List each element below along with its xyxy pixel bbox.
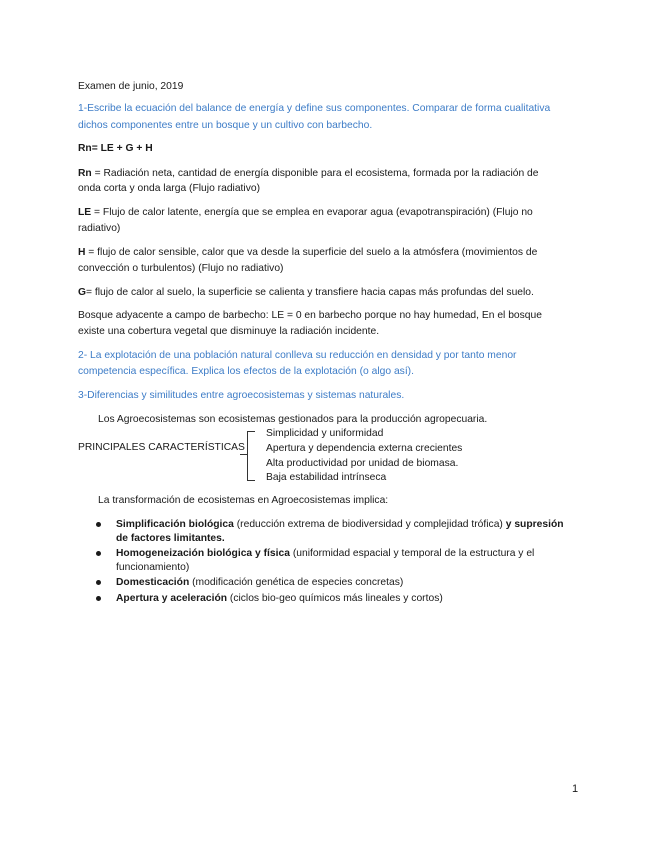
characteristic-item: Simplicidad y uniformidad (266, 428, 384, 439)
rn-definition-line-2: onda corta y onda larga (Flujo radiativo) (78, 183, 261, 194)
bullet-item-4: Apertura y aceleración (ciclos bio-geo químicos más lineales y cortos) (116, 593, 443, 604)
question-2-line-1: 2- La explotación de una población natural conlleva su reducción en densidad y por tanto menor (78, 350, 517, 361)
page-number: 1 (572, 783, 579, 795)
energy-equation: Rn= LE + G + H (78, 143, 153, 154)
question-2-line-2: competencia específica. Explica los efectos de la explotación (o algo así). (78, 366, 414, 377)
question-1-line-1: 1-Escribe la ecuación del balance de energía y define sus componentes. Comparar de forma cualitativa (78, 103, 551, 114)
bosque-comparison-line-1: Bosque adyacente a campo de barbecho: LE = 0 en barbecho porque no hay humedad, En el bosque (78, 310, 542, 321)
bullet-item-2-line-2: funcionamiento) (116, 562, 190, 573)
bullet-icon (96, 522, 101, 527)
bullet-icon (96, 580, 101, 585)
g-definition: G= flujo de calor al suelo, la superficie se calienta y transfiere hacia capas más profundas del suelo. (78, 287, 534, 298)
le-definition-line-2: radiativo) (78, 223, 121, 234)
document-header: Examen de junio, 2019 (78, 81, 184, 92)
bosque-comparison-line-2: existe una cobertura vegetal que disminuye la radiación incidente. (78, 326, 380, 337)
principales-label: PRINCIPALES CARACTERÍSTICAS (78, 442, 245, 453)
h-definition-line-1: H = flujo de calor sensible, calor que va desde la superficie del suelo a la atmósfera (movimientos de (78, 247, 538, 258)
question-3: 3-Diferencias y similitudes entre agroecosistemas y sistemas naturales. (78, 390, 405, 401)
characteristics-bracket-tick (240, 454, 247, 455)
bullet-item-3: Domesticación (modificación genética de especies concretas) (116, 577, 404, 588)
transformation-intro: La transformación de ecosistemas en Agroecosistemas implica: (98, 495, 389, 506)
bullet-item-2-line-1: Homogeneización biológica y física (uniformidad espacial y temporal de la estructura y el (116, 548, 535, 559)
rn-definition-line-1: Rn = Radiación neta, cantidad de energía disponible para el ecosistema, formada por la radiación de (78, 168, 539, 179)
question-1-line-2: dichos componentes entre un bosque y un cultivo con barbecho. (78, 120, 373, 131)
h-definition-line-2: convección o turbulentos) (Flujo no radiativo) (78, 263, 284, 274)
characteristics-bracket (247, 431, 255, 481)
characteristic-item: Apertura y dependencia externa crecientes (266, 443, 463, 454)
characteristic-item: Alta productividad por unidad de biomasa. (266, 458, 459, 469)
characteristic-item: Baja estabilidad intrínseca (266, 472, 387, 483)
agroecosystem-intro: Los Agroecosistemas son ecosistemas gestionados para la producción agropecuaria. (98, 414, 488, 425)
bullet-icon (96, 551, 101, 556)
bullet-item-1-line-2: de factores limitantes. (116, 533, 225, 544)
bullet-item-1-line-1: Simplificación biológica (reducción extrema de biodiversidad y complejidad trófica) y supresión (116, 519, 564, 530)
le-definition-line-1: LE = Flujo de calor latente, energía que se emplea en evaporar agua (evapotranspiración) (Flujo no (78, 207, 533, 218)
bullet-icon (96, 596, 101, 601)
